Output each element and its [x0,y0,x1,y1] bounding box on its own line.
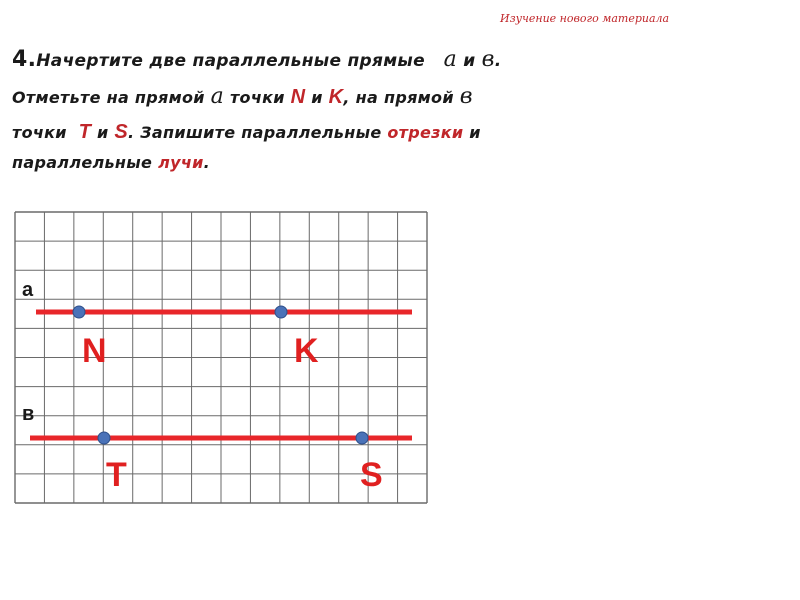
point-n-label: N [82,332,107,370]
point-k [275,306,287,318]
point-s [356,432,368,444]
segments-word: отрезки [387,123,464,142]
task-l2-and: и [311,88,323,107]
task-and: и [463,51,476,71]
var-a: а [443,47,457,72]
task-l3-mid: . Запишите параллельные [128,123,382,142]
point-n-text: N [290,86,306,108]
task-l2-points: точки [229,88,285,107]
line-a-label: а [22,279,34,301]
point-n [73,306,85,318]
point-t-text: T [78,121,92,143]
task-l2-mid: , на прямой [343,88,454,107]
task-l3-and2: и [469,123,481,142]
task-l4-end: . [203,153,211,172]
point-t-label: T [106,456,127,494]
line-b-label: в [22,403,35,425]
task-l1-text: Начертите две параллельные прямые [36,51,425,71]
task-l1-end: . [494,51,502,71]
point-s-label: S [360,456,383,494]
rays-word: лучи [158,153,204,172]
point-k-label: K [294,332,319,370]
task-l3-and: и [96,123,109,142]
point-t [98,432,110,444]
task-l2-text: Отметьте на прямой [12,88,205,107]
task-l4-text: параллельные [12,153,153,172]
var-b: в [481,47,495,72]
var-a-2: а [210,84,225,109]
var-b-2: в [459,84,473,109]
point-k-text: K [328,86,344,108]
task-l3-points: точки [12,123,67,142]
task-number: 4. [12,47,37,72]
point-s-text: S [114,121,129,143]
header-title: Изучение нового материала [500,12,670,25]
